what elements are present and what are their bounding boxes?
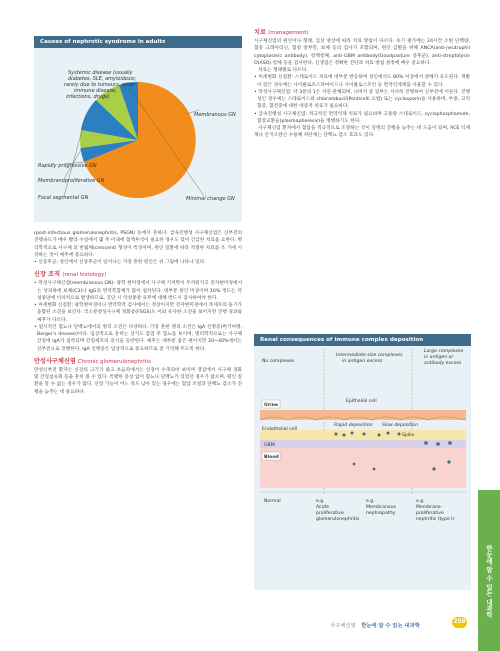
col2-line1: Intermediate-size complexes	[336, 353, 403, 358]
label-systemic-line1: Systemic disease (usually	[68, 70, 133, 76]
label-systemic-line2: diabetes, SLE, amyloidosis;	[68, 76, 137, 82]
page-footer	[330, 621, 420, 629]
label-rapid: Rapid deposition	[334, 423, 373, 428]
left-para-chronic: 만성신부전 환자는 신장의 크기가 줄고 초음파에서는 신장이 수축되어 보이며 생검에서 사구체 경화 및 간질섬유화 등을 흔히 볼 수 있다. 특별한 증상 없이 혈뇨나 단백뇨가 있었던 경우가 많으며, 원인 질환을 알 수 없는 경우가 많다. 신장 기능이 어느 정도 남아 있는 경우에는 혈압 조절과 단백뇨 감소가 진행을 늦추는 데 중요하다.	[34, 367, 242, 395]
left-bullet-minimal-change: • 미세변화 신질환: 광학현미경이나 면역학적 검사에서는 정상이지만 전자현미경에서 족세포의 돌기가 융합된 소견을 보인다. 국소분절성사구체 경화증(FSGS)도 이와 유사한 소견을 보이지만 진행 경과와 예후가 다르다.	[34, 303, 242, 323]
col3-line1: Large complexes	[424, 349, 464, 354]
footer-chapter: 사구체신염	[330, 623, 356, 629]
right-bullet-membranous: • 막성사구체신염: 약 3분의 1은 자연 관해되며, 나머지 중 일부는 서서히 진행하여 신부전에 이른다. 진행성인 경우에는 스테로이드와 chlorambucil(Ponticelli 요법) 또는 cyclosporin을 사용하며, 부종, 고지혈증, 혈전증에 대한 대증적 치료가 필요하다.	[254, 89, 470, 110]
section-management-title: 치료	[254, 29, 266, 36]
section-chronic-gn-title: 만성사구체신염	[34, 357, 76, 365]
col-header-intermediate	[336, 352, 404, 364]
eg2-line3: nephropathy	[366, 511, 396, 516]
right-bullet-rpgn: • 급속진행성 사구체신염: 적극적인 면역억제 치료가 필요하며 고용량 스테로이드, cyclophosphamide, 혈장교환술(plasmapheresis)을 병행하기도 한다.	[254, 111, 470, 124]
eg2-line1: e.g.	[366, 499, 375, 504]
col-header-large	[424, 348, 465, 366]
right-para-1: 사구체신염의 원인이나 형태, 임상 양상에 따라 치료 방침이 다르다. 초기 평가에는 24시간 소변 단백량, 혈중 크레아티닌, 혈청 알부민, 보체 등의 검사가 포함되며, 원인 감별을 위해 ANCA(anti-neutrophil cytoplasmic antibody), 항핵항체, anti-GBM antibody(Goodpasture 증후군), anti-streptolysin O(ASO) 항체 등을 검사한다. 신생검은 정확한 진단과 치료 방침 결정에 매우 중요하다.	[254, 39, 470, 66]
eg1-line1: e.g.	[316, 499, 325, 504]
left-para-1: (post-infectious glomerulonephritis, PSGN) 등에서 흔하다. 급속진행성 사구체신염은 신부전의 진행속도가 매우 빨라 수일에서 몇 주 이내에 혈액투석이 필요한 경우도 있어 긴급한 치료를 요한다. 병리학적으로 사구체 의 반월체(crescent) 형성이 특징이며, 원인 질환에 따라 적절한 치료를 조 기에 시작하는 것이 예후에 중요하다.	[34, 231, 243, 258]
col2-line2: in antigen excess	[342, 359, 383, 364]
label-eg-acute	[316, 499, 360, 522]
eg3-line3: proliferative	[416, 511, 444, 516]
immune-complex-diagram	[254, 334, 471, 590]
eg3-line2: Membrano-	[416, 505, 443, 510]
left-column	[34, 230, 242, 396]
label-urine: Urine	[264, 403, 278, 408]
right-para-2: 사구체신염 환자에서 혈압을 적극적으로 조절하는 것이 질병의 진행을 늦추는 데 도움이 되며, ACE 억제제나 안지오텐신 수용체 차단제는 단백뇨 감소 효과도 있다.	[254, 126, 470, 139]
label-normal: Normal	[264, 499, 281, 504]
left-bullet-hematuria: • 일시적인 혈뇨나 단백뇨에서의 병리 소견은 다양하다. 가장 흔한 병리 소견은 IgA 신병증(버거씨병, Berger's disease)이다. 임상적으로 흔히는 상기도 감염 후 혈뇨를 보이며, 병리학적으로는 사구체 간질에 IgA가 침착되며 간질세포의 증식을 동반한다. 예후는 대부분 좋은 편이지만 20~40%에서는 신부전으로 진행한다. IgA 신병증은 임상적으로 중요하므로 잘 기억해 두도록 한다.	[34, 324, 242, 352]
page-number: 259	[452, 617, 467, 628]
label-blood: Blood	[264, 455, 279, 460]
label-minimal: Minimal change GN	[186, 196, 235, 202]
section-chronic-gn	[34, 357, 242, 367]
label-membranous: Membranous GN	[194, 112, 236, 118]
label-systemic-line5: infections, drugs)	[66, 94, 110, 100]
col3-line2: in antigen or	[424, 355, 454, 360]
section-management	[254, 28, 470, 38]
label-epithelial: Epithelial cell	[346, 399, 377, 404]
section-chronic-gn-sub: Chronic glomerulonephritis	[78, 358, 152, 365]
section-management-sub: (management)	[268, 30, 309, 36]
label-systemic-line3: rarely due to tumours, other	[64, 82, 136, 88]
figure-title: Causes of nephrotic syndrome in adults	[34, 36, 242, 48]
label-membranoproliferative: Membranoproliferative GN	[38, 178, 105, 184]
diagram-title: Renal consequences of immune complex deposition	[254, 334, 471, 346]
right-bullet-minimal: • 미세변화 신질환: 스테로이드 치료에 대부분 반응하며 성인에서도 80% 이상에서 관해가 유도된다. 재발이 잦은 경우에는 사이클로포스파마이드나 사이클로스포린 등 면역억제제를 사용할 수 있다.	[254, 75, 470, 88]
label-eg-membranous	[366, 499, 397, 516]
left-bullet-nephrotic: • 신증후군: 성인에서 신증후군이 일어나는 가장 흔한 원인은 위 그림에 나타나 있다.	[34, 260, 206, 265]
label-eg-mpgn	[416, 499, 455, 522]
right-subhead: 치료는 형태별로 다르다.	[258, 68, 308, 73]
eg3-line4: nephritis (type I)	[416, 517, 455, 522]
label-spike: Spike	[402, 433, 415, 438]
section-renal-histology-title: 신장 조직	[34, 271, 61, 279]
eg1-line2: Acute	[316, 505, 330, 510]
section-renal-histology-sub: (renal histology)	[62, 272, 107, 279]
section-renal-histology	[34, 270, 242, 280]
label-endothelial: Endothelial cell	[262, 427, 298, 432]
immune-complex-figure	[254, 334, 471, 590]
eg2-line2: Membranous	[366, 505, 396, 510]
chapter-side-tab-label: 한눈에 알 수 있는 내과학	[485, 545, 493, 618]
eg1-line3: proliferative	[316, 511, 344, 516]
eg3-line1: e.g.	[416, 499, 425, 504]
nephrotic-causes-figure	[34, 36, 242, 222]
label-gbm: GBM	[264, 443, 275, 448]
right-column	[254, 28, 470, 140]
left-bullet-membranous: • 막성사구체신염(membranous GN): 광학 현미경에서 사구체 기저막이 두꺼워지고 전자현미경에서는 상피하에 보체(C3)나 IgG의 면역복합체가 많이 침착된다. 대부분 원인 미상이며 10% 정도는 악성종양에 이차적으로 발생하므로, 진단 시 악성종양 유무에 대해 반드시 검사하여야 한다.	[34, 281, 242, 301]
col3-line3: antibody excess	[424, 361, 462, 366]
eg1-line4: glomerulonephritis	[316, 517, 360, 522]
label-slow: Slow deposition	[382, 423, 419, 428]
pie-chart	[34, 36, 242, 222]
col-header-no-complexes: No complexes	[262, 359, 295, 364]
label-focal: Focal segmental GN	[38, 195, 89, 201]
footer-book-title: 한눈에 알 수 있는 내과학	[361, 623, 420, 629]
label-systemic-line4: immune disease,	[74, 88, 117, 94]
label-rapidly: Rapidly progressive GN	[38, 163, 97, 169]
